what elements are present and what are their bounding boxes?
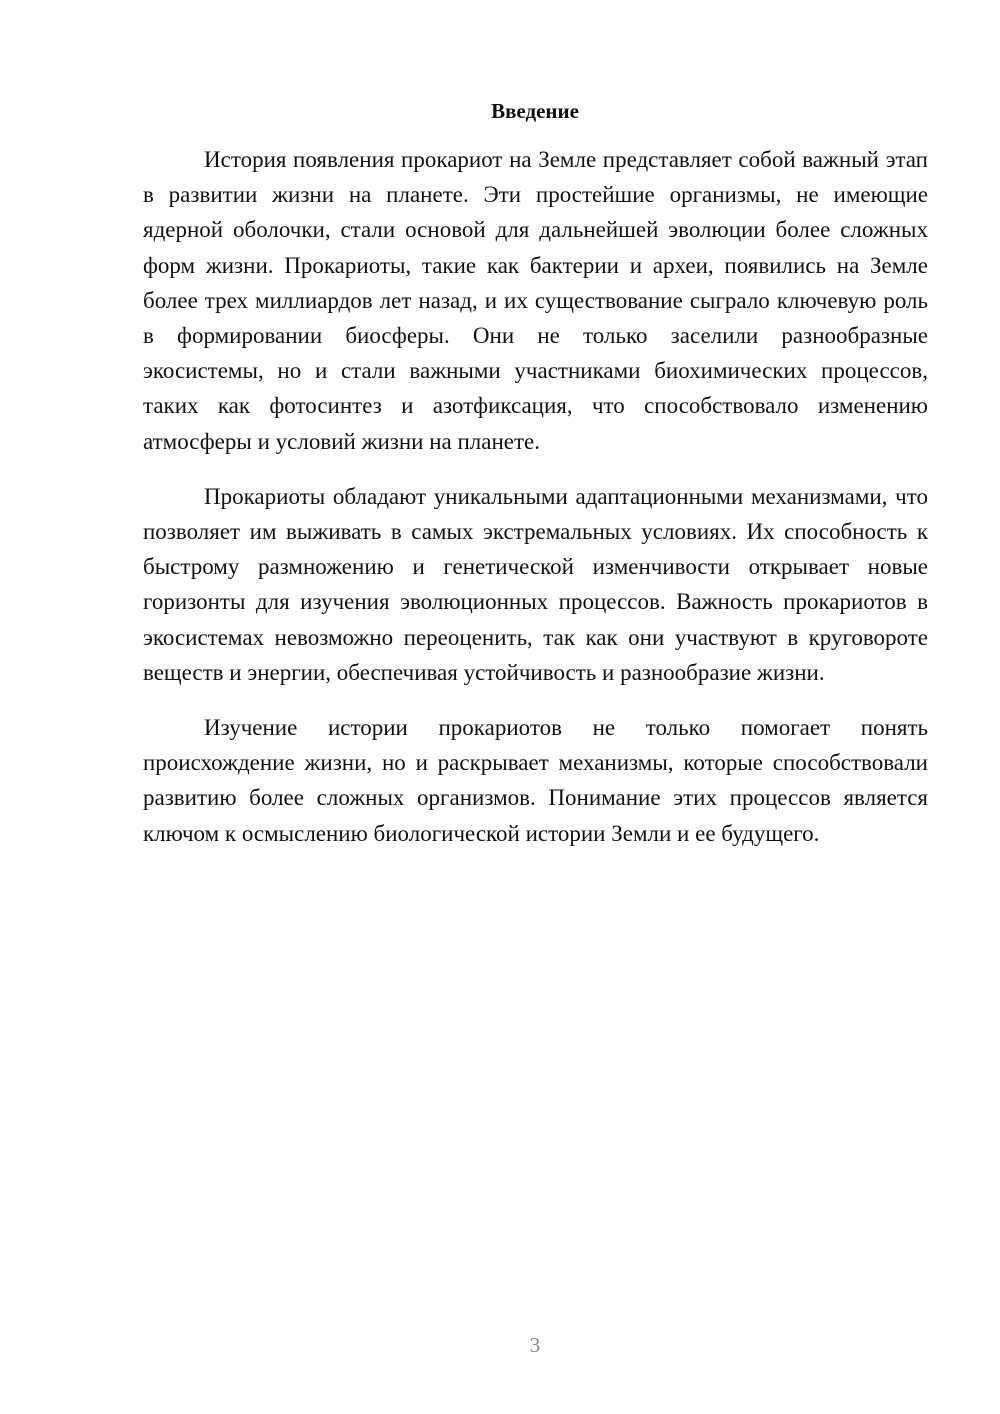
- page-number: 3: [529, 1333, 541, 1357]
- paragraph-3: Изучение истории прокариотов не только помогает понять происхождение жизни, но и раскрывает механизмы, которые способствовали развитию более сложных организмов. Понимание этих процессов является ключом к осмыслению биологической истории Земли и ее будущего.: [143, 715, 928, 846]
- paragraph-2: Прокариоты обладают уникальными адаптационными механизмами, что позволяет им выживать в самых экстремальных условиях. Их способность к быстрому размножению и генетической изменчивости открывает новые горизонты для изучения эволюционных процессов. Важность прокариотов в экосистемах невозможно переоценить, так как они участвуют в круговороте веществ и энергии, обеспечивая устойчивость и разнообразие жизни.: [143, 483, 928, 685]
- body-text: [143, 142, 928, 871]
- paragraph-1: История появления прокариот на Земле представляет собой важный этап в развитии жизни на планете. Эти простейшие организмы, не имеющие ядерной оболочки, стали основой для дальнейшей эволюции более сложных форм жизни. Прокариоты, такие как бактерии и археи, появились на Земле более трех миллиардов лет назад, и их существование сыграло ключевую роль в формировании биосферы. Они не только заселили разнообразные экосистемы, но и стали важными участниками биохимических процессов, таких как фотосинтез и азотфиксация, что способствовало изменению атмосферы и условий жизни на планете.: [143, 147, 928, 454]
- section-title: Введение: [491, 99, 579, 123]
